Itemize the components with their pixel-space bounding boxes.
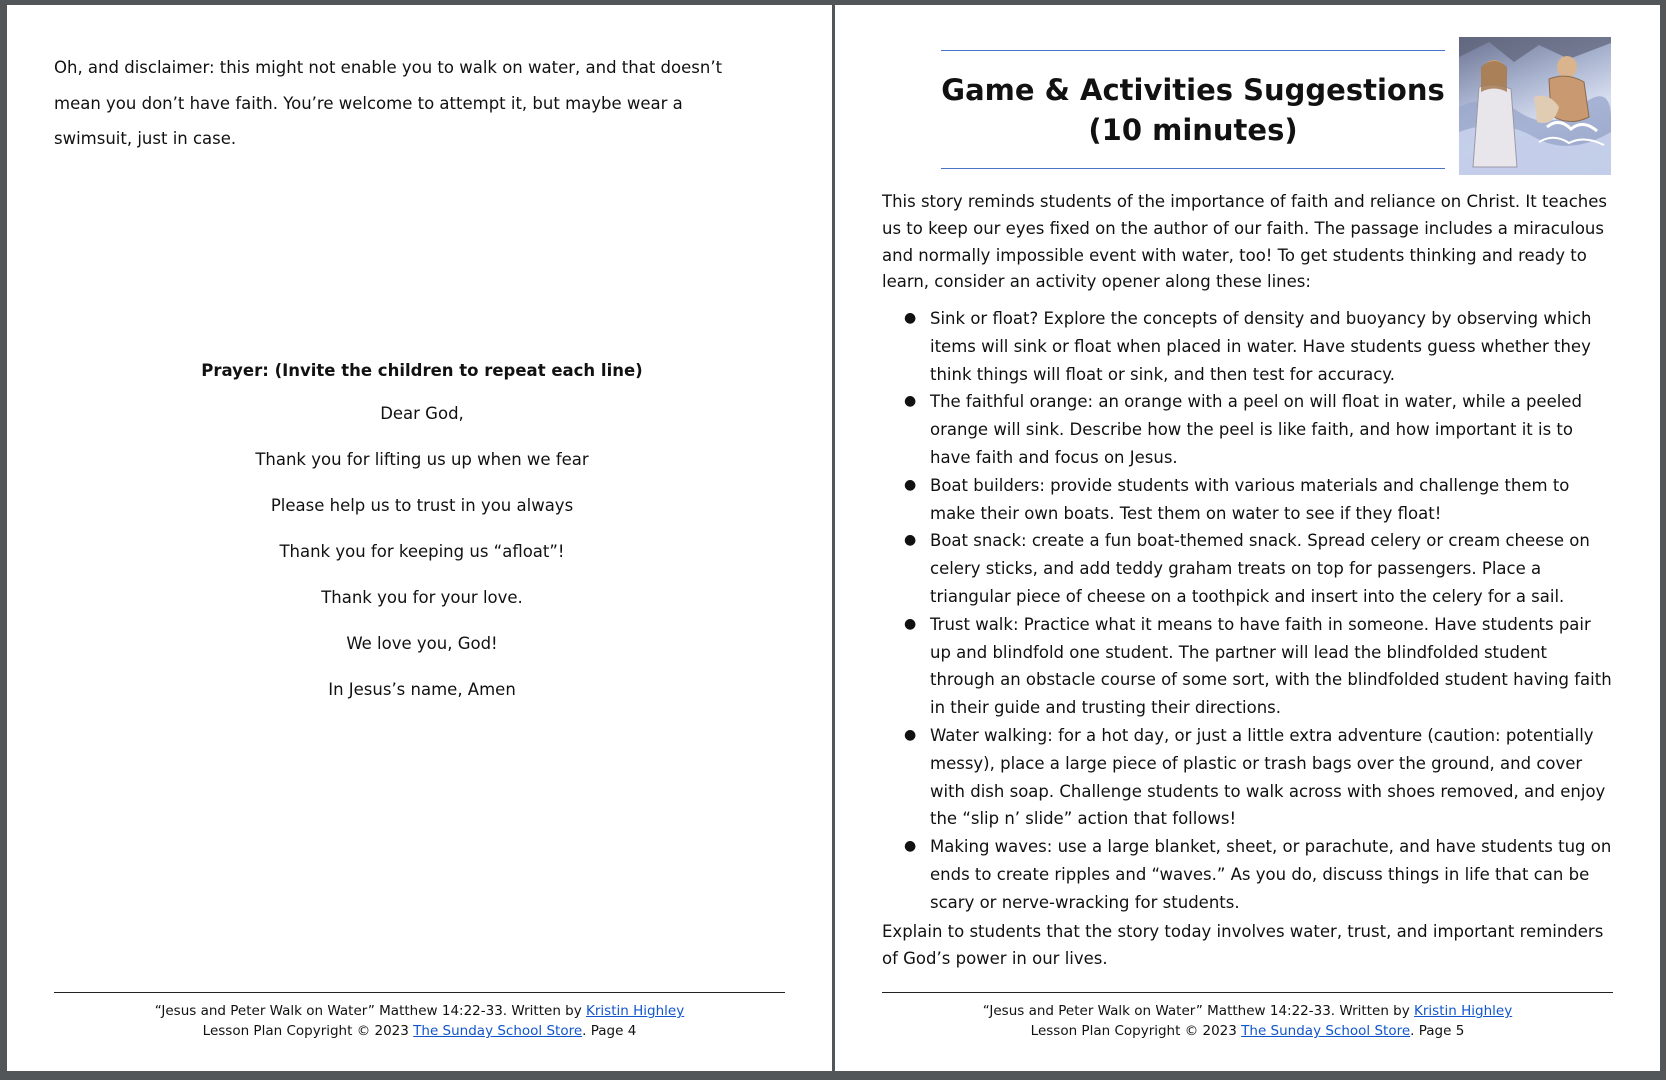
footer-copyright-line xyxy=(54,1021,785,1041)
activity-text: Sink or float? Explore the concepts of density and buoyancy by observing which items will sink or float when placed in water. Have students guess whether they think things will float or sink, and then test for accuracy. xyxy=(930,309,1592,384)
section-title-duration: (10 minutes) xyxy=(1088,112,1298,147)
author-link[interactable]: Kristin Highley xyxy=(586,1003,685,1019)
activity-text: Water walking: for a hot day, or just a little extra adventure (caution: potentially messy), place a large piece of plastic or trash bags over the ground, and cover with dish soap. Challenge students to walk across with shoes removed, and enjoy the “slip n’ slide” action that follows! xyxy=(930,725,1606,829)
prayer-line: Thank you for your love. xyxy=(321,588,523,607)
activity-text: Boat builders: provide students with various materials and challenge them to make their own boats. Test them on water to see if they float! xyxy=(930,475,1570,523)
page-footer xyxy=(54,992,785,1041)
footer-copyright-line xyxy=(882,1021,1613,1041)
page-number: . Page 5 xyxy=(1410,1023,1465,1039)
activity-text: Boat snack: create a fun boat-themed snack. Spread celery or cream cheese on celery sticks, and add teddy graham treats on top for passengers. Place a triangular piece of cheese on a toothpick and insert into the celery for a sail. xyxy=(930,531,1590,606)
jesus-and-peter-on-water-illustration xyxy=(1459,37,1611,175)
footer-copyright-text: Lesson Plan Copyright © 2023 xyxy=(202,1023,414,1039)
section-heading xyxy=(941,50,1445,169)
prayer-line: Dear God, xyxy=(380,404,464,423)
list-item xyxy=(882,527,1612,610)
store-link[interactable]: The Sunday School Store xyxy=(413,1023,583,1039)
list-item xyxy=(882,472,1612,528)
footer-copyright-text: Lesson Plan Copyright © 2023 xyxy=(1030,1023,1242,1039)
activities-intro-paragraph: This story reminds students of the importance of faith and reliance on Christ. It teaches us to keep our eyes fixed on the author of our faith. The passage includes a miraculous and normally impossible event with water, too! To get students thinking and ready to learn, consider an activity opener along these lines: xyxy=(882,192,1608,292)
illustration-graphic xyxy=(1459,37,1611,175)
author-link[interactable]: Kristin Highley xyxy=(1414,1003,1513,1019)
list-item xyxy=(882,722,1612,833)
bullet-icon: ● xyxy=(904,393,917,410)
activity-text: Making waves: use a large blanket, sheet, or parachute, and have students tug on ends to create ripples and “waves.” As you do, discuss things in life that can be scary or nerve-wracking for students. xyxy=(930,837,1612,912)
footer-credit-line xyxy=(882,1001,1613,1021)
page-number: . Page 4 xyxy=(582,1023,637,1039)
page-footer xyxy=(882,992,1613,1041)
document-page-5 xyxy=(835,5,1660,1071)
list-item xyxy=(882,305,1612,388)
prayer-line: Thank you for keeping us “afloat”! xyxy=(279,542,565,561)
activity-text: Trust walk: Practice what it means to have faith in someone. Have students pair up and blindfold one student. The partner will lead the blindfolded student through an obstacle course of some sort, with the blindfolded student having faith in their guide and trusting their directions. xyxy=(930,614,1612,718)
activities-list xyxy=(882,305,1612,917)
footer-credit-line xyxy=(54,1001,785,1021)
list-item xyxy=(882,833,1612,916)
bullet-icon: ● xyxy=(904,615,917,632)
prayer-section xyxy=(54,351,790,713)
bullet-icon: ● xyxy=(904,838,917,855)
section-title xyxy=(941,70,1444,150)
store-link[interactable]: The Sunday School Store xyxy=(1241,1023,1411,1039)
prayer-line: In Jesus’s name, Amen xyxy=(328,680,516,699)
list-item xyxy=(882,388,1612,471)
footer-credit-text: “Jesus and Peter Walk on Water” Matthew 14:22-33. Written by xyxy=(154,1003,587,1019)
document-page-4 xyxy=(7,5,832,1071)
disclaimer-paragraph: Oh, and disclaimer: this might not enable you to walk on water, and that doesn’t mean you don’t have faith. You’re welcome to attempt it, but maybe wear a swimsuit, just in case. xyxy=(54,58,723,148)
prayer-line: Please help us to trust in you always xyxy=(270,496,574,515)
bullet-icon: ● xyxy=(904,532,917,549)
closing-paragraph: Explain to students that the story today involves water, trust, and important reminders of God’s power in our lives. xyxy=(882,922,1604,968)
footer-credit-text: “Jesus and Peter Walk on Water” Matthew 14:22-33. Written by xyxy=(982,1003,1415,1019)
prayer-line: Thank you for lifting us up when we fear xyxy=(255,450,589,469)
prayer-heading: Prayer: (Invite the children to repeat each line) xyxy=(201,361,643,380)
bullet-icon: ● xyxy=(904,726,917,743)
activity-text: The faithful orange: an orange with a peel on will float in water, while a peeled orange will sink. Describe how the peel is like faith, and how important it is to have faith and focus on Jesus. xyxy=(930,392,1582,467)
section-title-line: Game & Activities Suggestions xyxy=(941,72,1445,107)
bullet-icon: ● xyxy=(904,476,917,493)
list-item xyxy=(882,611,1612,722)
bullet-icon: ● xyxy=(904,310,917,326)
prayer-line: We love you, God! xyxy=(346,634,498,653)
